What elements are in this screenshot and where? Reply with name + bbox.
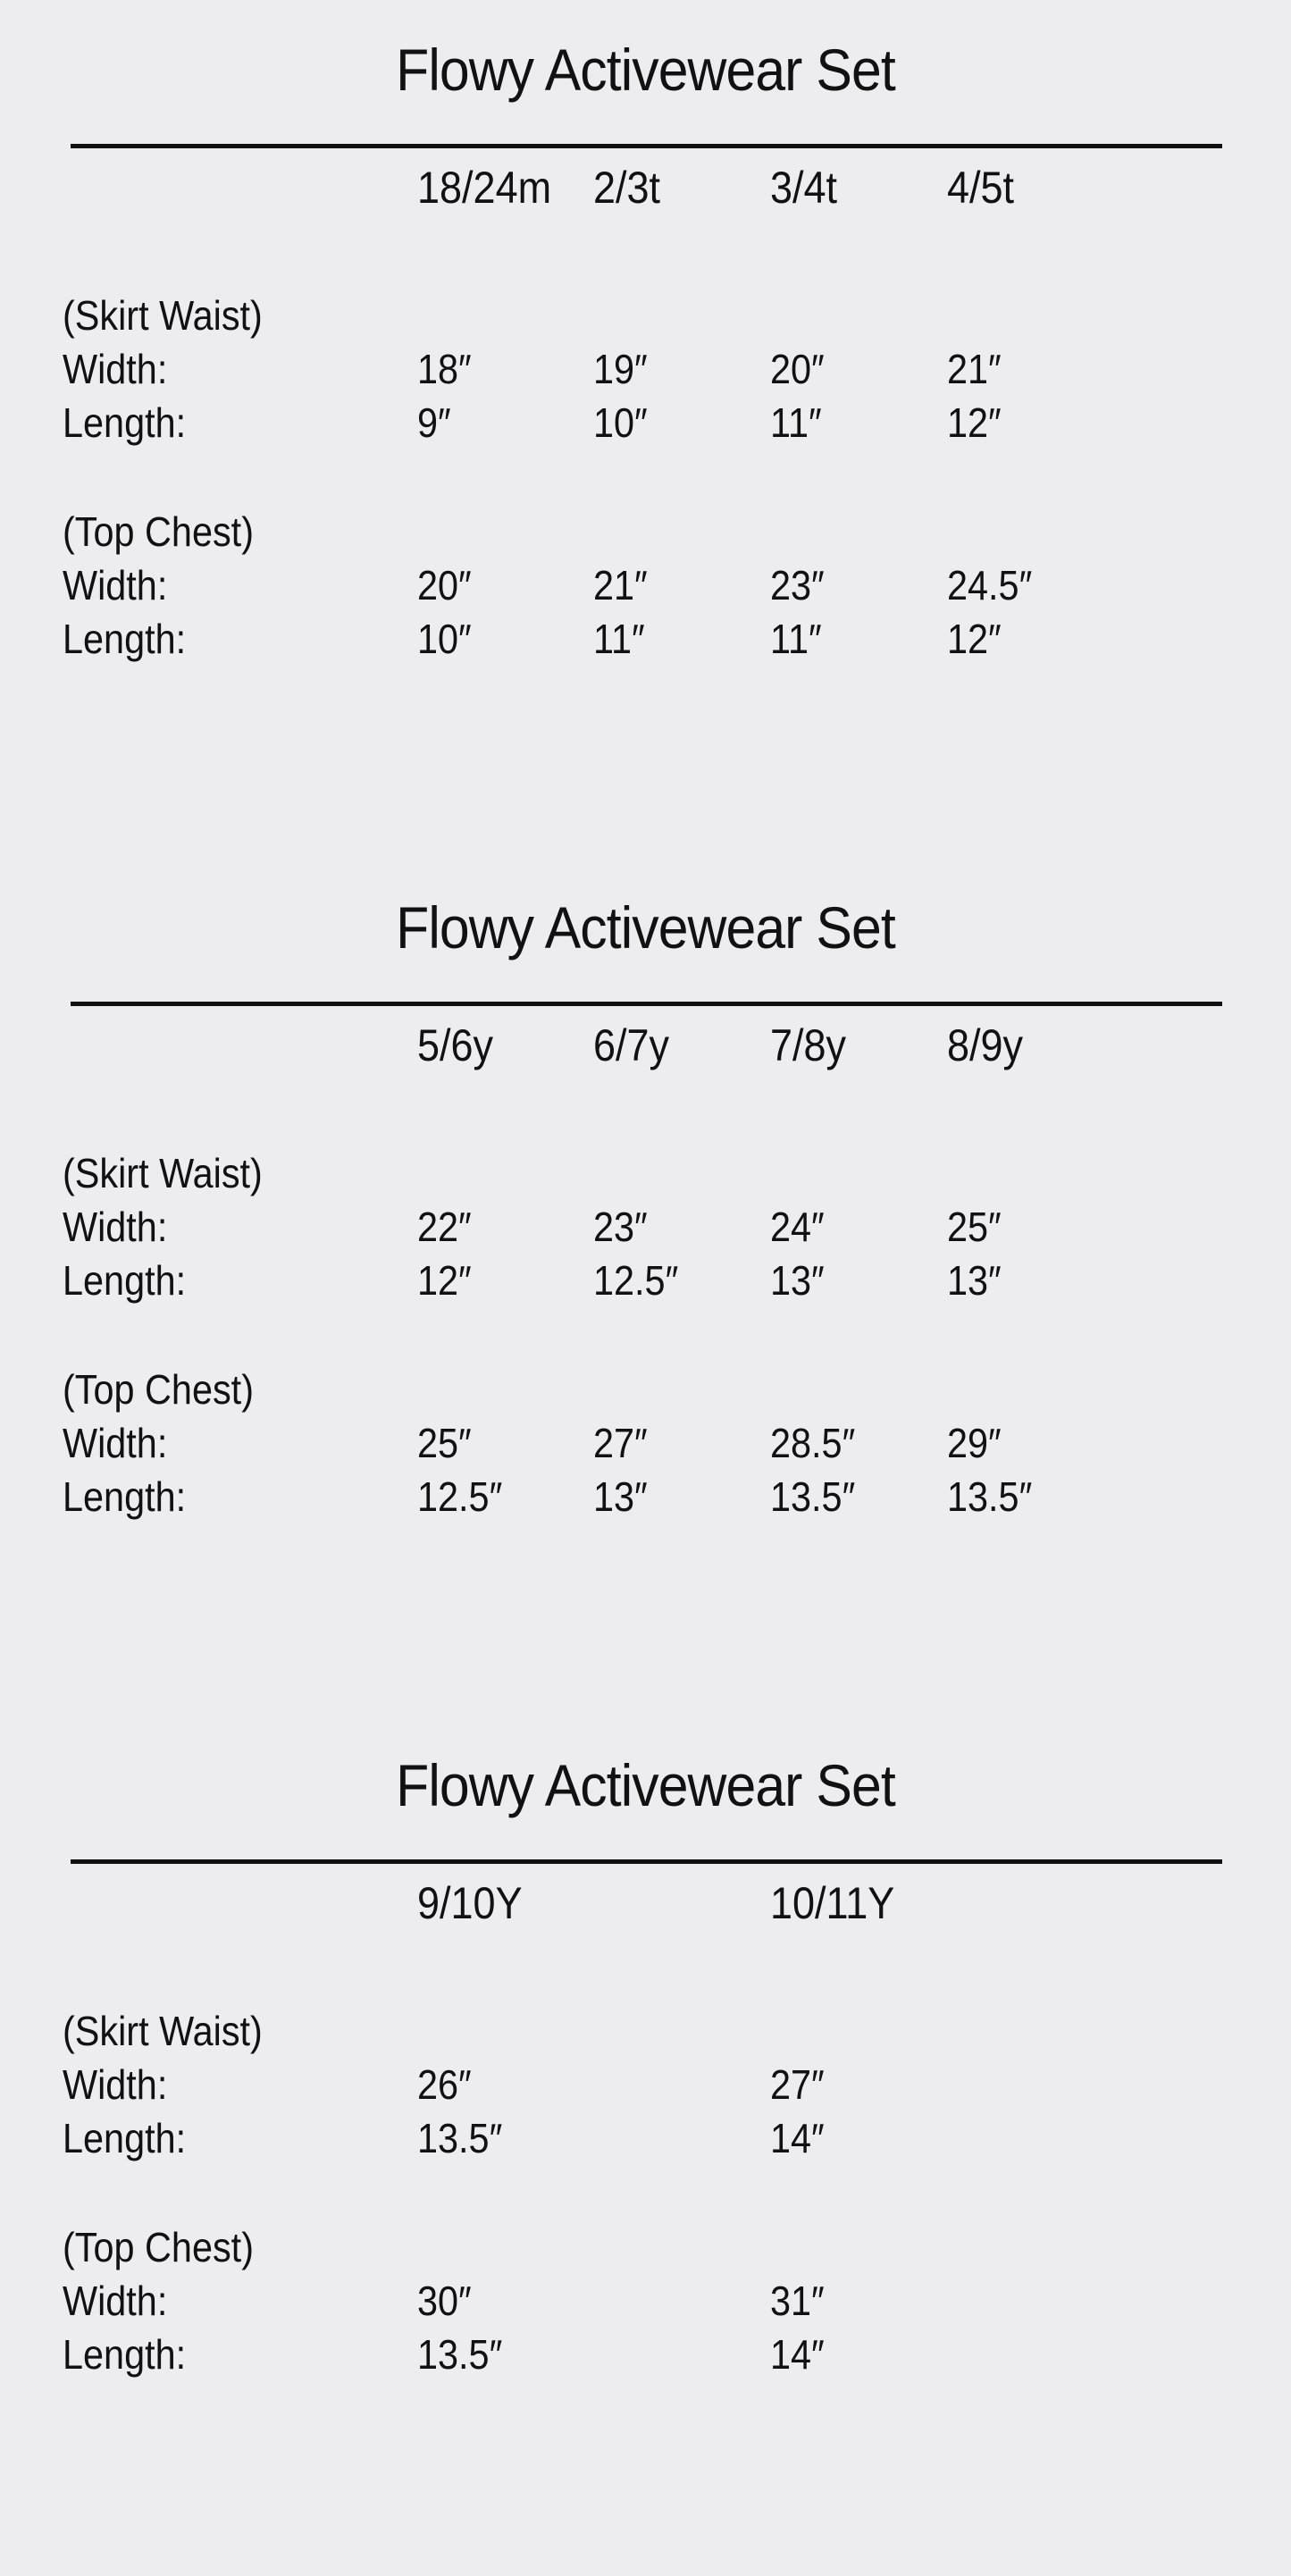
measurement-value: 13.5″: [417, 2115, 503, 2161]
size-chart-section: [0, 858, 1291, 1716]
measurement-value: 20″: [417, 562, 472, 608]
length-label: Length:: [63, 2115, 187, 2161]
measurement-value: 21″: [947, 346, 1002, 392]
measurement-value: 25″: [947, 1204, 1002, 1250]
measurement-value: 11″: [593, 616, 645, 662]
measurement-value: 14″: [770, 2331, 825, 2378]
size-chart-section: [0, 0, 1291, 858]
size-column-header: 8/9y: [947, 1020, 1024, 1070]
measurement-value: 27″: [770, 2061, 825, 2108]
measurement-value: 13.5″: [947, 1473, 1033, 1520]
measurement-value: 12″: [947, 399, 1002, 446]
measurement-value: 24.5″: [947, 562, 1033, 608]
size-column-header: 9/10Y: [417, 1878, 523, 1928]
width-label: Width:: [63, 346, 168, 392]
skirt-waist-label: (Skirt Waist): [63, 292, 263, 339]
size-column-header: 10/11Y: [770, 1878, 895, 1928]
measurement-value: 23″: [770, 562, 825, 608]
size-column-header: 4/5t: [947, 163, 1015, 213]
size-chart-section: [0, 1716, 1291, 2573]
title-divider: [71, 1859, 1222, 1864]
size-column-header: 3/4t: [770, 163, 838, 213]
length-label: Length:: [63, 1257, 187, 1304]
size-column-header: 2/3t: [593, 163, 661, 213]
size-column-header: 6/7y: [593, 1020, 670, 1070]
skirt-waist-label: (Skirt Waist): [63, 2008, 263, 2054]
measurement-value: 10″: [417, 616, 472, 662]
measurement-value: 10″: [593, 399, 648, 446]
measurement-value: 28.5″: [770, 1420, 856, 1466]
chart-title: Flowy Activewear Set: [396, 1752, 895, 1818]
measurement-value: 21″: [593, 562, 648, 608]
measurement-value: 19″: [593, 346, 648, 392]
measurement-value: 25″: [417, 1420, 472, 1466]
length-label: Length:: [63, 616, 187, 662]
title-divider: [71, 1002, 1222, 1006]
measurement-value: 23″: [593, 1204, 648, 1250]
size-column-header: 18/24m: [417, 163, 552, 213]
size-column-header: 5/6y: [417, 1020, 494, 1070]
width-label: Width:: [63, 1420, 168, 1466]
measurement-value: 11″: [770, 399, 822, 446]
measurement-value: 13.5″: [770, 1473, 856, 1520]
width-label: Width:: [63, 2061, 168, 2108]
width-label: Width:: [63, 562, 168, 608]
length-label: Length:: [63, 1473, 187, 1520]
chart-title: Flowy Activewear Set: [396, 894, 895, 961]
measurement-value: 12.5″: [593, 1257, 679, 1304]
measurement-value: 24″: [770, 1204, 825, 1250]
measurement-value: 14″: [770, 2115, 825, 2161]
size-column-header: 7/8y: [770, 1020, 847, 1070]
top-chest-label: (Top Chest): [63, 2224, 254, 2270]
title-divider: [71, 144, 1222, 148]
measurement-value: 13″: [593, 1473, 648, 1520]
top-chest-label: (Top Chest): [63, 1366, 254, 1413]
measurement-value: 13″: [947, 1257, 1002, 1304]
measurement-value: 11″: [770, 616, 822, 662]
measurement-value: 27″: [593, 1420, 648, 1466]
measurement-value: 26″: [417, 2061, 472, 2108]
chart-title: Flowy Activewear Set: [396, 37, 895, 103]
measurement-value: 30″: [417, 2278, 472, 2324]
measurement-value: 12″: [947, 616, 1002, 662]
measurement-value: 29″: [947, 1420, 1002, 1466]
measurement-value: 9″: [417, 399, 451, 446]
measurement-value: 12″: [417, 1257, 472, 1304]
measurement-value: 12.5″: [417, 1473, 503, 1520]
measurement-value: 31″: [770, 2278, 825, 2324]
length-label: Length:: [63, 399, 187, 446]
width-label: Width:: [63, 2278, 168, 2324]
measurement-value: 20″: [770, 346, 825, 392]
measurement-value: 22″: [417, 1204, 472, 1250]
top-chest-label: (Top Chest): [63, 508, 254, 555]
length-label: Length:: [63, 2331, 187, 2378]
width-label: Width:: [63, 1204, 168, 1250]
measurement-value: 18″: [417, 346, 472, 392]
skirt-waist-label: (Skirt Waist): [63, 1150, 263, 1196]
measurement-value: 13″: [770, 1257, 825, 1304]
measurement-value: 13.5″: [417, 2331, 503, 2378]
